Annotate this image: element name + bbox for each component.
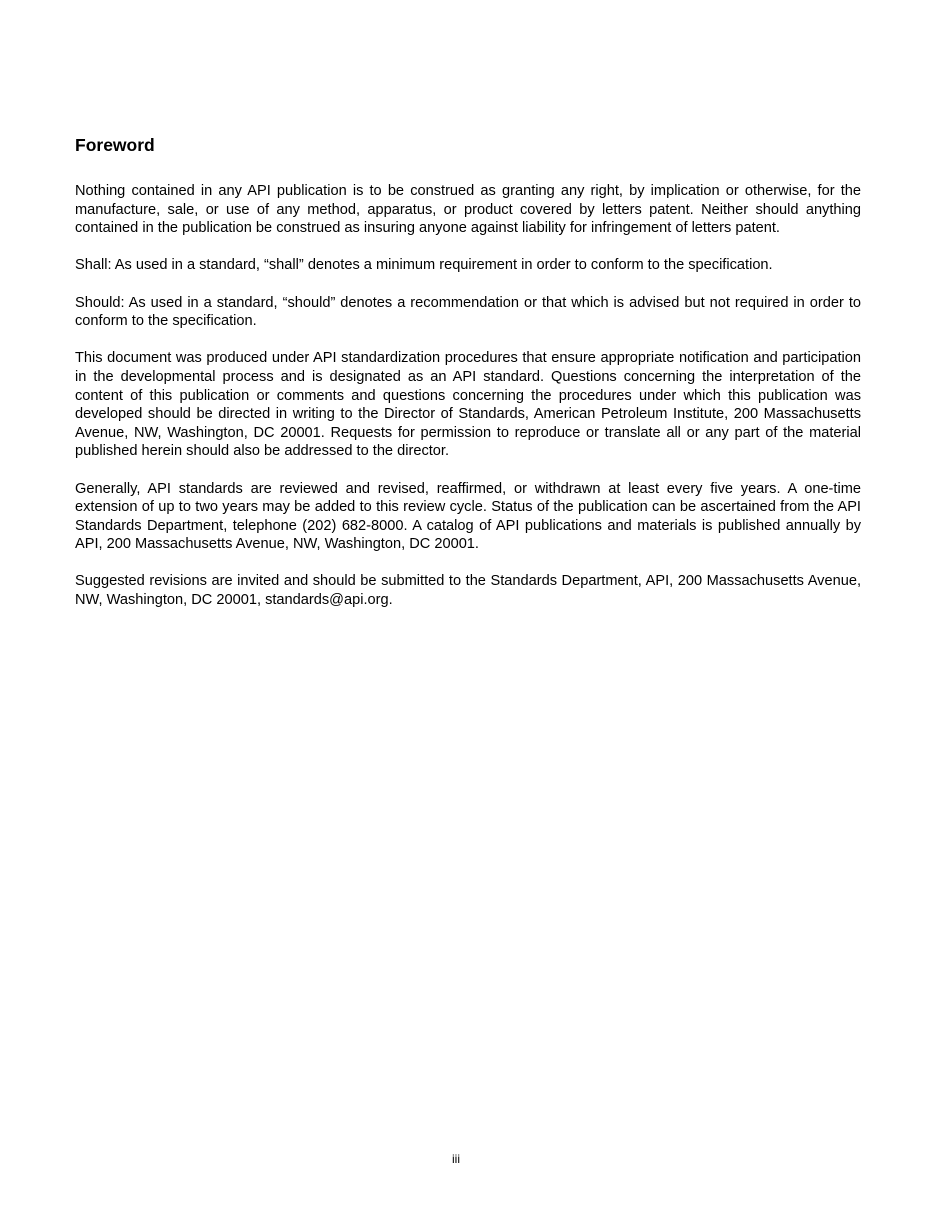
paragraph-patent-disclaimer: Nothing contained in any API publication is to be construed as granting any right, by implication or otherwise, for the manufacture, sale, or use of any method, apparatus, or product covered by letters patent. Neither should anything contained in the publication be construed as insuring anyone against liability for infringement of letters patent. [75,183,861,237]
paragraph-should-definition: Should: As used in a standard, “should” denotes a recommendation or that which is advised but not required in order to conform to the specification. [75,294,861,330]
paragraph-shall-definition: Shall: As used in a standard, “shall” denotes a minimum requirement in order to conform to the specification. [75,257,773,274]
foreword-section [75,134,861,628]
paragraph-review-cycle: Generally, API standards are reviewed and revised, reaffirmed, or withdrawn at least every five years. A one-time extension of up to two years may be added to this review cycle. Status of the publication can be ascertained from the API Standards Department, telephone (202) 682-8000. A catalog of API publications and materials is published annually by API, 200 Massachusetts Avenue, NW, Washington, DC 20001. [75,480,861,553]
page-title: Foreword [75,135,155,155]
paragraph-standardization-procedures: This document was produced under API standardization procedures that ensure appropriate notification and participation in the developmental process and is designated as an API standard. Questions concerning the interpretation of the content of this publication or comments and questions concerning the procedures under which this publication was developed should be directed in writing to the Director of Standards, American Petroleum Institute, 200 Massachusetts Avenue, NW, Washington, DC 20001. Requests for permission to reproduce or translate all or any part of the material published herein should also be addressed to the director. [75,350,861,460]
paragraph-suggested-revisions: Suggested revisions are invited and should be submitted to the Standards Department, API, 200 Massachusetts Avenue, NW, Washington, DC 20001, standards@api.org. [75,573,861,609]
page-number: iii [452,1152,460,1166]
